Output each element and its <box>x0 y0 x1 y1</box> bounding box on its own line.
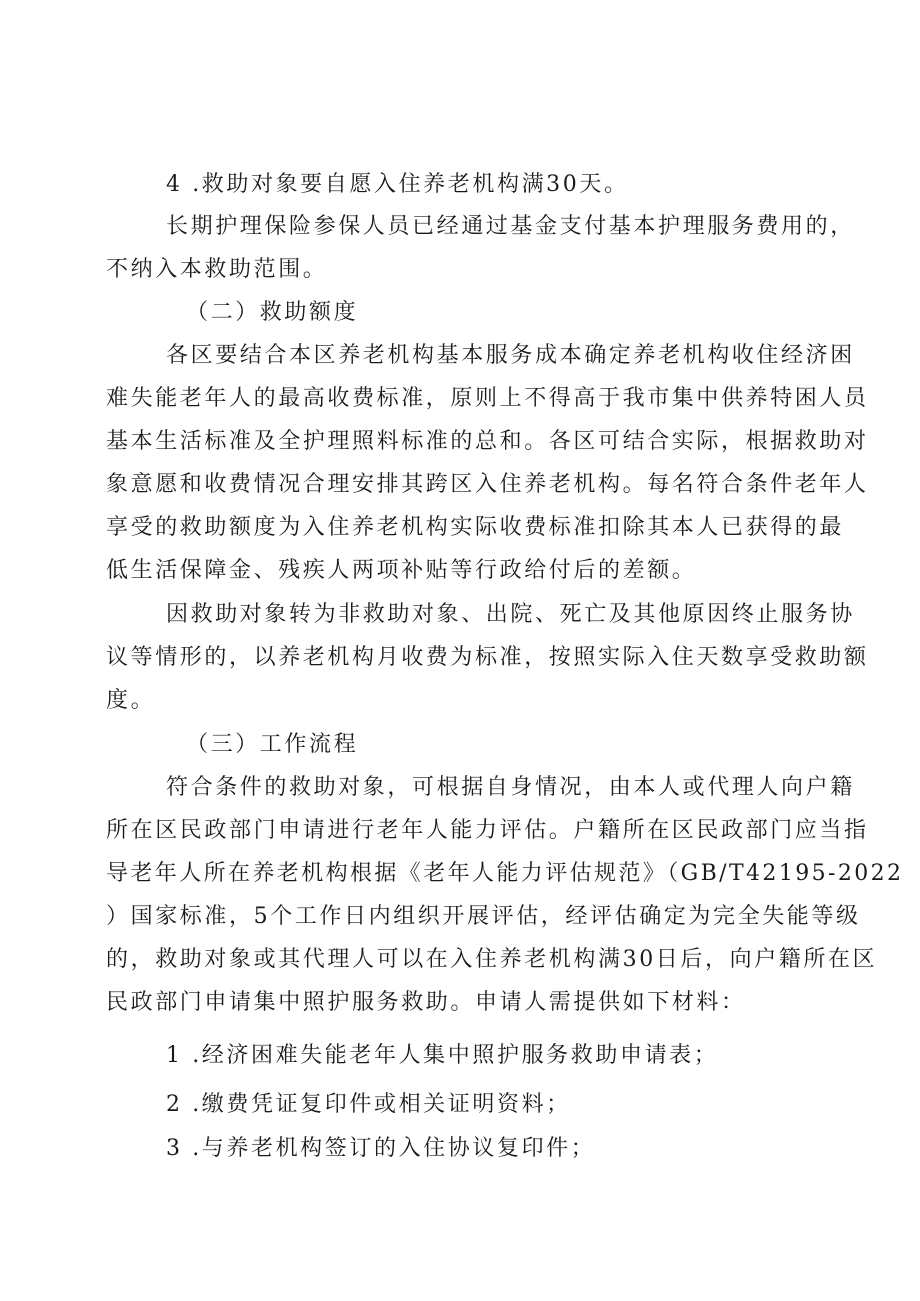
para-process-line-1: 符合条件的救助对象，可根据自身情况，由本人或代理人向户籍 <box>166 775 855 800</box>
para-process-line-2: 所在区民政部门申请进行老年人能力评估。户籍所在区民政部门应当指 <box>106 818 869 843</box>
para-amount-line-5: 享受的救助额度为入住养老机构实际收费标准扣除其本人已获得的最 <box>106 515 845 540</box>
para-process-line-6: 民政部门申请集中照护服务救助。申请人需提供如下材料： <box>106 990 746 1015</box>
para-process-line-3: 导老年人所在养老机构根据《老年人能力评估规范》（GB/T42195-2022 <box>106 861 904 886</box>
item-4: 4 .救助对象要自愿入住养老机构满30天。 <box>166 172 629 197</box>
material-item-3: 3 .与养老机构签订的入住协议复印件； <box>166 1136 596 1161</box>
material-item-2: 2 .缴费凭证复印件或相关证明资料； <box>166 1092 571 1117</box>
para-exclusion-line-2: 不纳入本救助范围。 <box>106 257 328 282</box>
para-amount-line-4: 象意愿和收费情况合理安排其跨区入住养老机构。每名符合条件老年人 <box>106 472 869 497</box>
para-amount-line-6: 低生活保障金、残疾人两项补贴等行政给付后的差额。 <box>106 558 697 583</box>
para-process-line-4: ）国家标准，5个工作日内组织开展评估，经评估确定为完全失能等级 <box>106 904 861 929</box>
para-exclusion-line-1: 长期护理保险参保人员已经通过基金支付基本护理服务费用的， <box>166 214 855 239</box>
para-amount-line-3: 基本生活标准及全护理照料标准的总和。各区可结合实际，根据救助对 <box>106 429 869 454</box>
section-2-heading: （二）救助额度 <box>186 300 359 325</box>
para-amount-line-2: 难失能老年人的最高收费标准，原则上不得高于我市集中供养特困人员 <box>106 386 869 411</box>
material-item-1: 1 .经济困难失能老年人集中照护服务救助申请表； <box>166 1043 719 1068</box>
para-termination-line-2: 议等情形的，以养老机构月收费为标准，按照实际入住天数享受救助额 <box>106 645 869 670</box>
para-termination-line-1: 因救助对象转为非救助对象、出院、死亡及其他原因终止服务协 <box>166 602 855 627</box>
para-termination-line-3: 度。 <box>106 688 156 713</box>
para-amount-line-1: 各区要结合本区养老机构基本服务成本确定养老机构收住经济困 <box>166 343 855 368</box>
section-3-heading: （三）工作流程 <box>186 732 359 757</box>
para-process-line-5: 的，救助对象或其代理人可以在入住养老机构满30日后，向户籍所在区 <box>106 947 878 972</box>
